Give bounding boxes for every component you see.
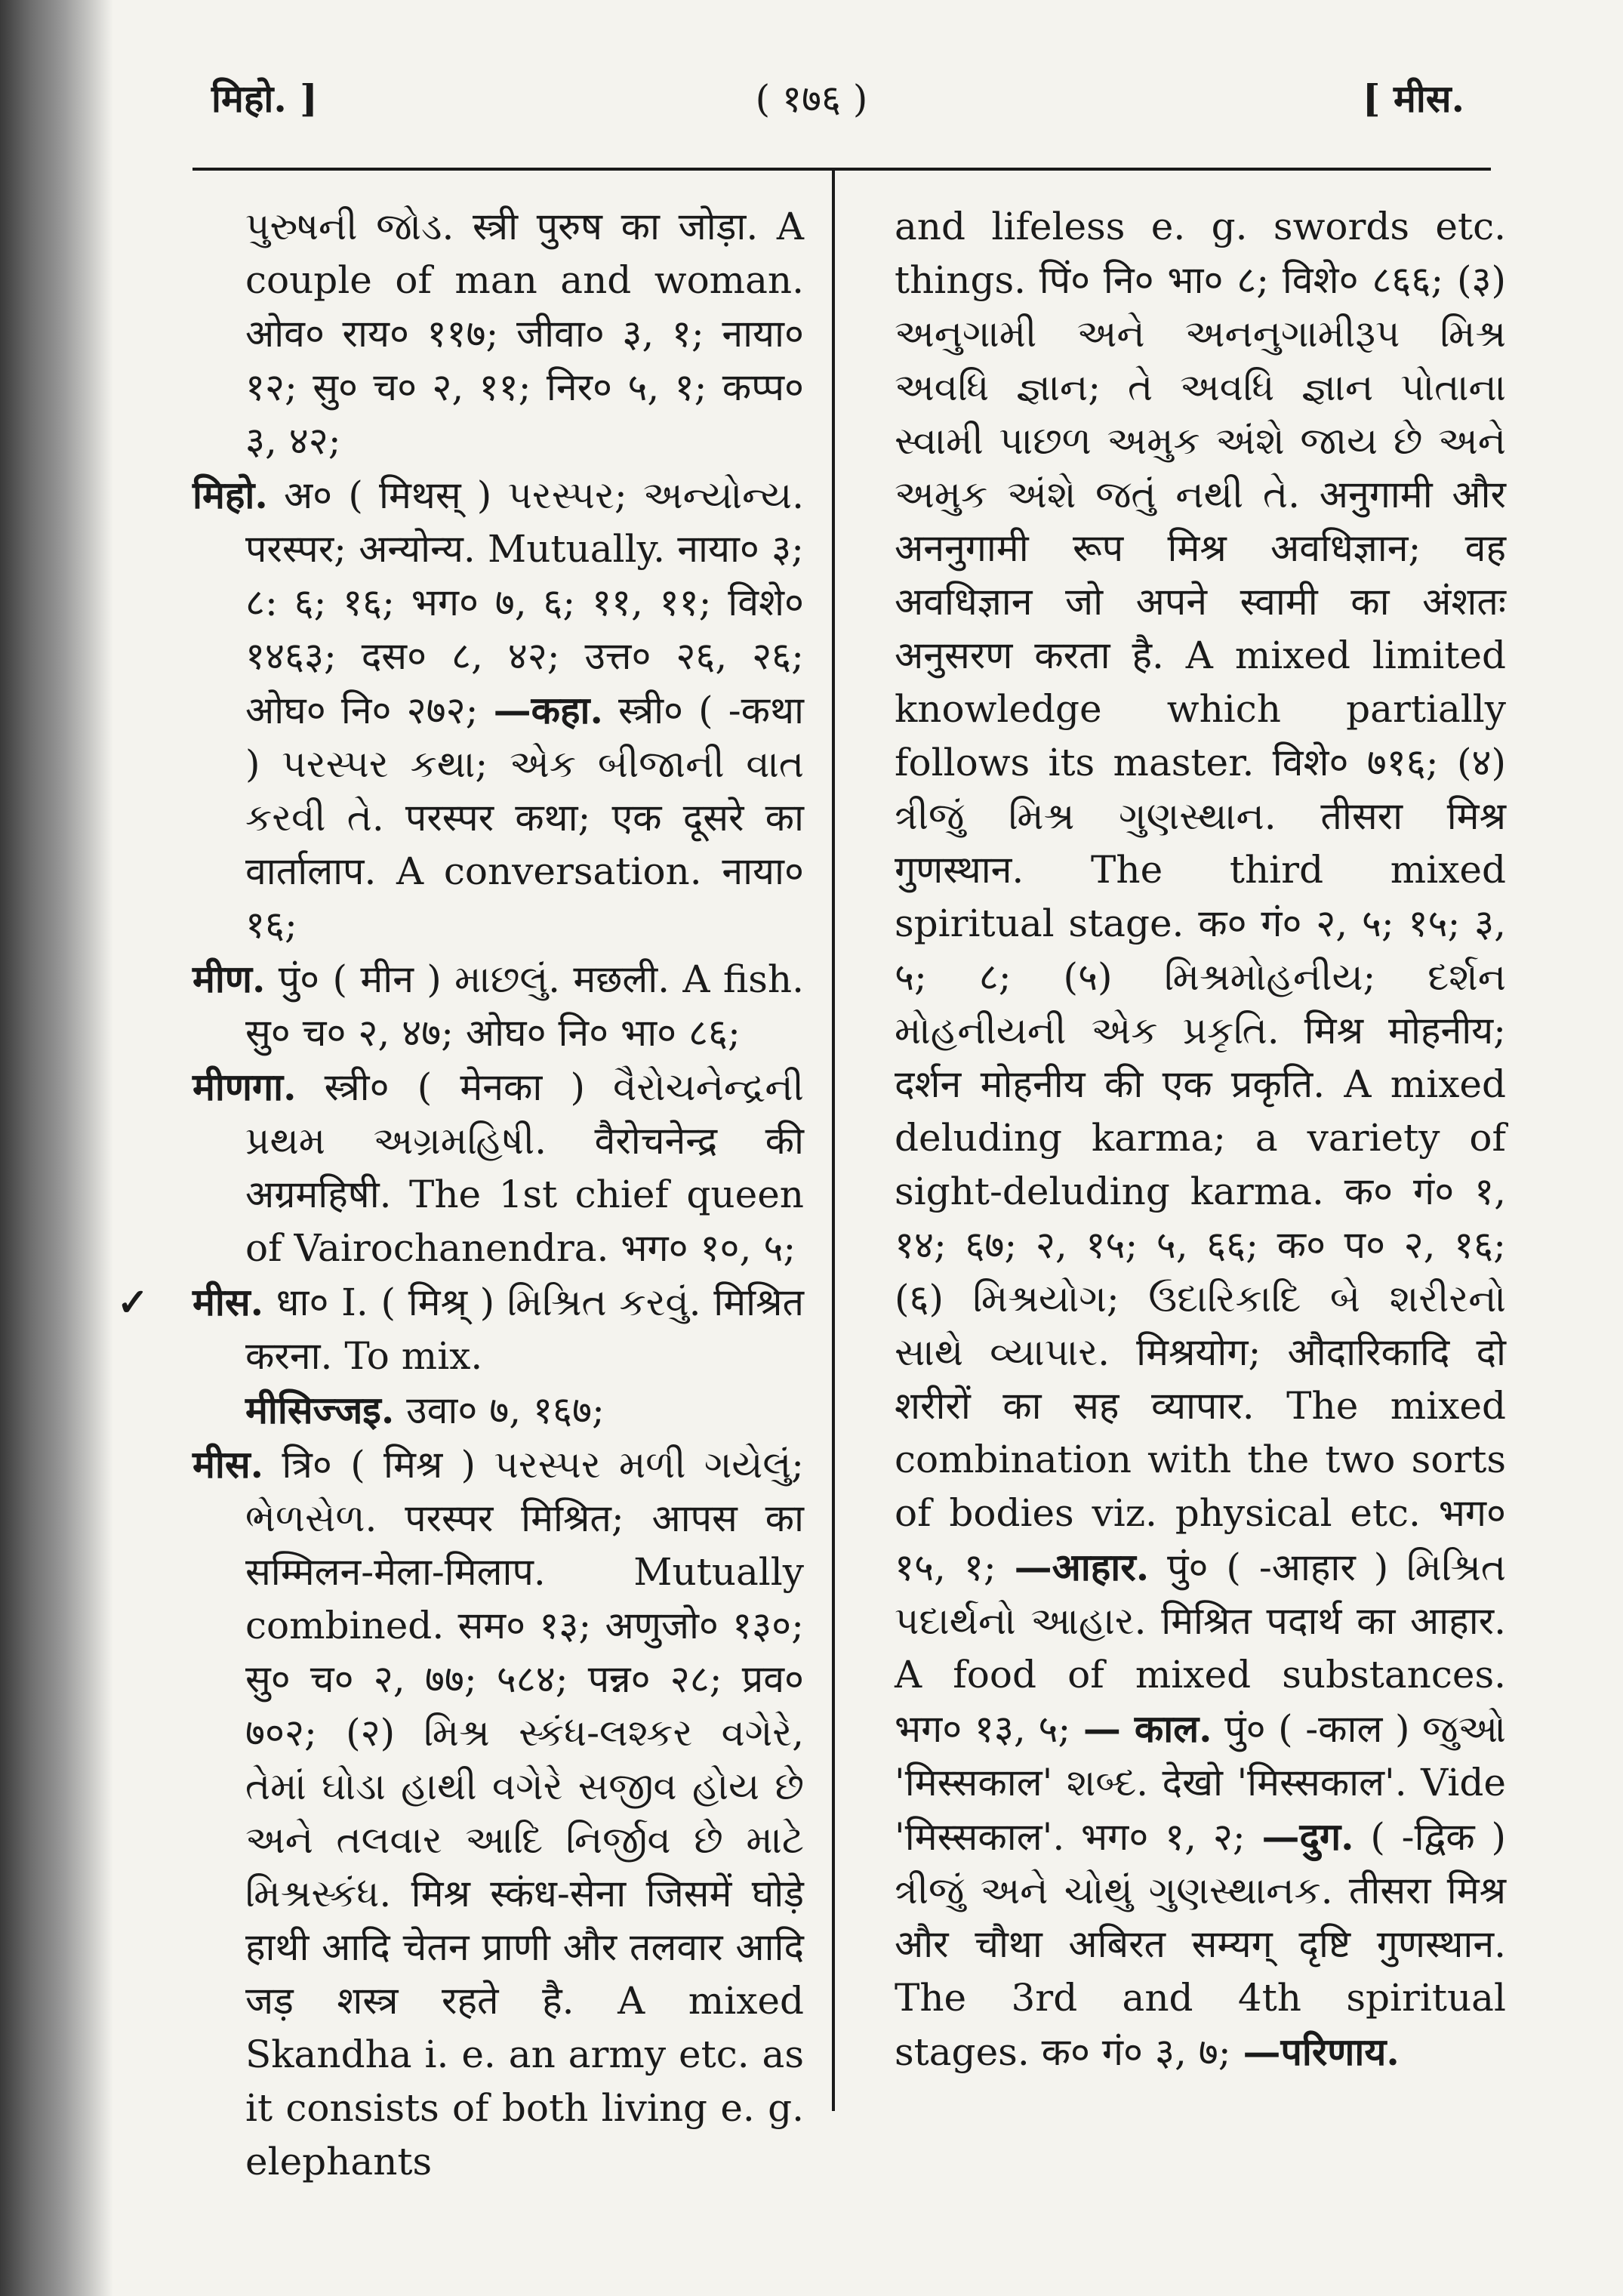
- definition: ( -द्विक ) ત્રીજું અને ચોથું ગુણસ્થાનક. तीसरा मिश्र और चौथा अबिरत सम्यग् दृष्टि गुणस्थान. The 3rd and 4th spiritual stages. क० गं० ३, ७;: [895, 1815, 1506, 2074]
- continuation-text: પુરુષની જોડ. स्त्री पुरुष का जोड़ा. A couple of man and woman. ओव० राय० ११७; जीवा० ३, १; नाया० १२; सु० च० २, ११; निर० ५, १; कप्प० ३, ४२;: [245, 205, 804, 463]
- page-number: ( १७६ ): [755, 77, 868, 121]
- subheadword: — काल.: [1083, 1706, 1212, 1751]
- definition: स्त्री० ( -कथा ) પરસ્પર કથા; એક બીજાની વાત કરવી તે. परस्पर कथा; एक दूसरे का वार्तालाप. A conversation. नाया० १६;: [245, 689, 804, 947]
- continuation-text: [895, 200, 1506, 2079]
- right-column: [895, 200, 1506, 2079]
- entry-mina: [192, 952, 804, 1060]
- definition: पुं० ( -काल ) જુઓ 'मिस्सकाल' શબ્દ. देखो 'मिस्सकाल'. Vide 'मिस्सकाल'. भग० १, २;: [895, 1707, 1506, 1859]
- column-divider: [832, 171, 835, 2111]
- header-right-guideword: [ मीस.: [1362, 76, 1464, 121]
- subheadword: —परिणाय.: [1243, 2029, 1400, 2074]
- entry-minaga: [192, 1060, 804, 1275]
- headword: मीस.: [192, 1280, 264, 1324]
- definition: धा० I. ( मिश्र् ) મિશ્રિત કરવું. मिश्रित करना. To mix.: [245, 1281, 804, 1378]
- entry-miho: [192, 468, 804, 952]
- definition: अ० ( मिथस् ) પરસ્પર; અન્યોન્ય. परस्पर; अन्योन्य. Mutually. नाया० ३; ८: ६; १६; भग० ७, ६; ११, ११; विशे० १४६३; दस० ८, ४२; उत्त० २६, २६; ओघ० नि० २७२;: [245, 473, 804, 732]
- definition: पुं० ( -आहार ) મિશ્રિત પદાર્થનો આહાર. मिश्रित पदार्थ का आहार. A food of mixed substances. भग० १३, ५;: [895, 1546, 1506, 1751]
- header-left-guideword: मिहो. ]: [211, 76, 318, 121]
- subheadword: —आहार.: [1014, 1545, 1150, 1589]
- definition: उवा० ७, १६७;: [406, 1388, 605, 1432]
- entry-misa-adj: [192, 1438, 804, 2189]
- entry-misa-verb-form: [192, 1383, 804, 1438]
- definition: त्रि० ( मिश्र ) પરસ્પર મળી ગયેલું; ભેળસેળ. परस्पर मिश्रित; आपस का सम्मिलन-मेला-मिलाप. Mutually combined. सम० १३; अणुजो० १३०; सु० च० २, ७७; ५८४; पन्न० २८; प्रव० ७०२; (२) મિશ્ર સ્કંધ-લશ્કર વગેરે, તેમાં ઘોડા હાથી વગેરે સજીવ હોય છે અને તલવાર આદિ નિર્જીવ છે માટે મિશ્રસ્કંધ. मिश्र स्कंध-सेना जिसमें घोड़े हाथी आदि चेतन प्राणी और तलवार आदि जड़ शस्त्र रहते है. A mixed Skandha i. e. an army etc. as it consists of both living e. g. elephants: [245, 1443, 804, 2184]
- definition: स्त्री० ( मेनका ) વૈરોચનેન્દ્રની પ્રથમ અગ્રમહિષી. वैरोचनेन्द्र की अग्रमहिषी. The 1st chief queen of Vairochanendra. भग० १०, ५;: [245, 1065, 804, 1270]
- left-column: [117, 200, 804, 2189]
- headword: मीणगा.: [192, 1065, 297, 1109]
- subheadword: —दुग.: [1261, 1814, 1354, 1859]
- headword: मीस.: [192, 1442, 264, 1487]
- subheadword: मीसिज्जइ.: [245, 1388, 395, 1432]
- definition: and lifeless e. g. swords etc. things. पिं० नि० भा० ८; विशे० ८६६; (३) અનુગામી અને અનનુગામીરૂપ મિશ્ર અવધિ જ્ઞાન; તે અવધિ જ્ઞાન પોતાના સ્વામી પાછળ અમુક અંશે જાય છે અને અમુક અંશે જતું નથી તે. अनुगामी और अननुगामी रूप मिश्र अवधिज्ञान; वह अवधिज्ञान जो अपने स्वामी का अंशतः अनुसरण करता है. A mixed limited knowledge which partially follows its master. विशे० ७१६; (४) ત્રીજું મિશ્ર ગુણસ્થાન. तीसरा मिश्र गुणस्थान. The third mixed spiritual stage. क० गं० २, ५; १५; ३, ५; ८; (५) મિશ્રમોહનીય; દર્શન મોહનીયની એક પ્રકૃતિ. मिश्र मोहनीय; दर्शन मोहनीय की एक प्रकृति. A mixed deluding karma; a variety of sight-deluding karma. क० गं० १, १४; ६७; २, १५; ५, ६६; क० प० २, १६; (६) મિશ્રયોગ; ઉદારિકાદિ બે શરીરનો સાથે વ્યાપાર. मिश्रयोग; औदारिकादि दो शरीरों का सह व्यापार. The mixed combination with the two sorts of bodies viz. physical etc. भग० १५, १;: [895, 205, 1506, 1589]
- entry-misa-verb: ✓ मीस. धा० I. ( मिश्र् ) મિશ્રિત કરવું. मिश्रित करना. To mix.: [117, 1280, 804, 1378]
- headword: मिहो.: [192, 473, 268, 517]
- definition: पुं० ( मीन ) માછલું. मछली. A fish. सु० च० २, ४७; ओघ० नि० भा० ८६;: [245, 957, 804, 1055]
- headword: मीण.: [192, 957, 266, 1001]
- header-rule: [192, 168, 1491, 171]
- subheadword: —कहा.: [493, 688, 603, 732]
